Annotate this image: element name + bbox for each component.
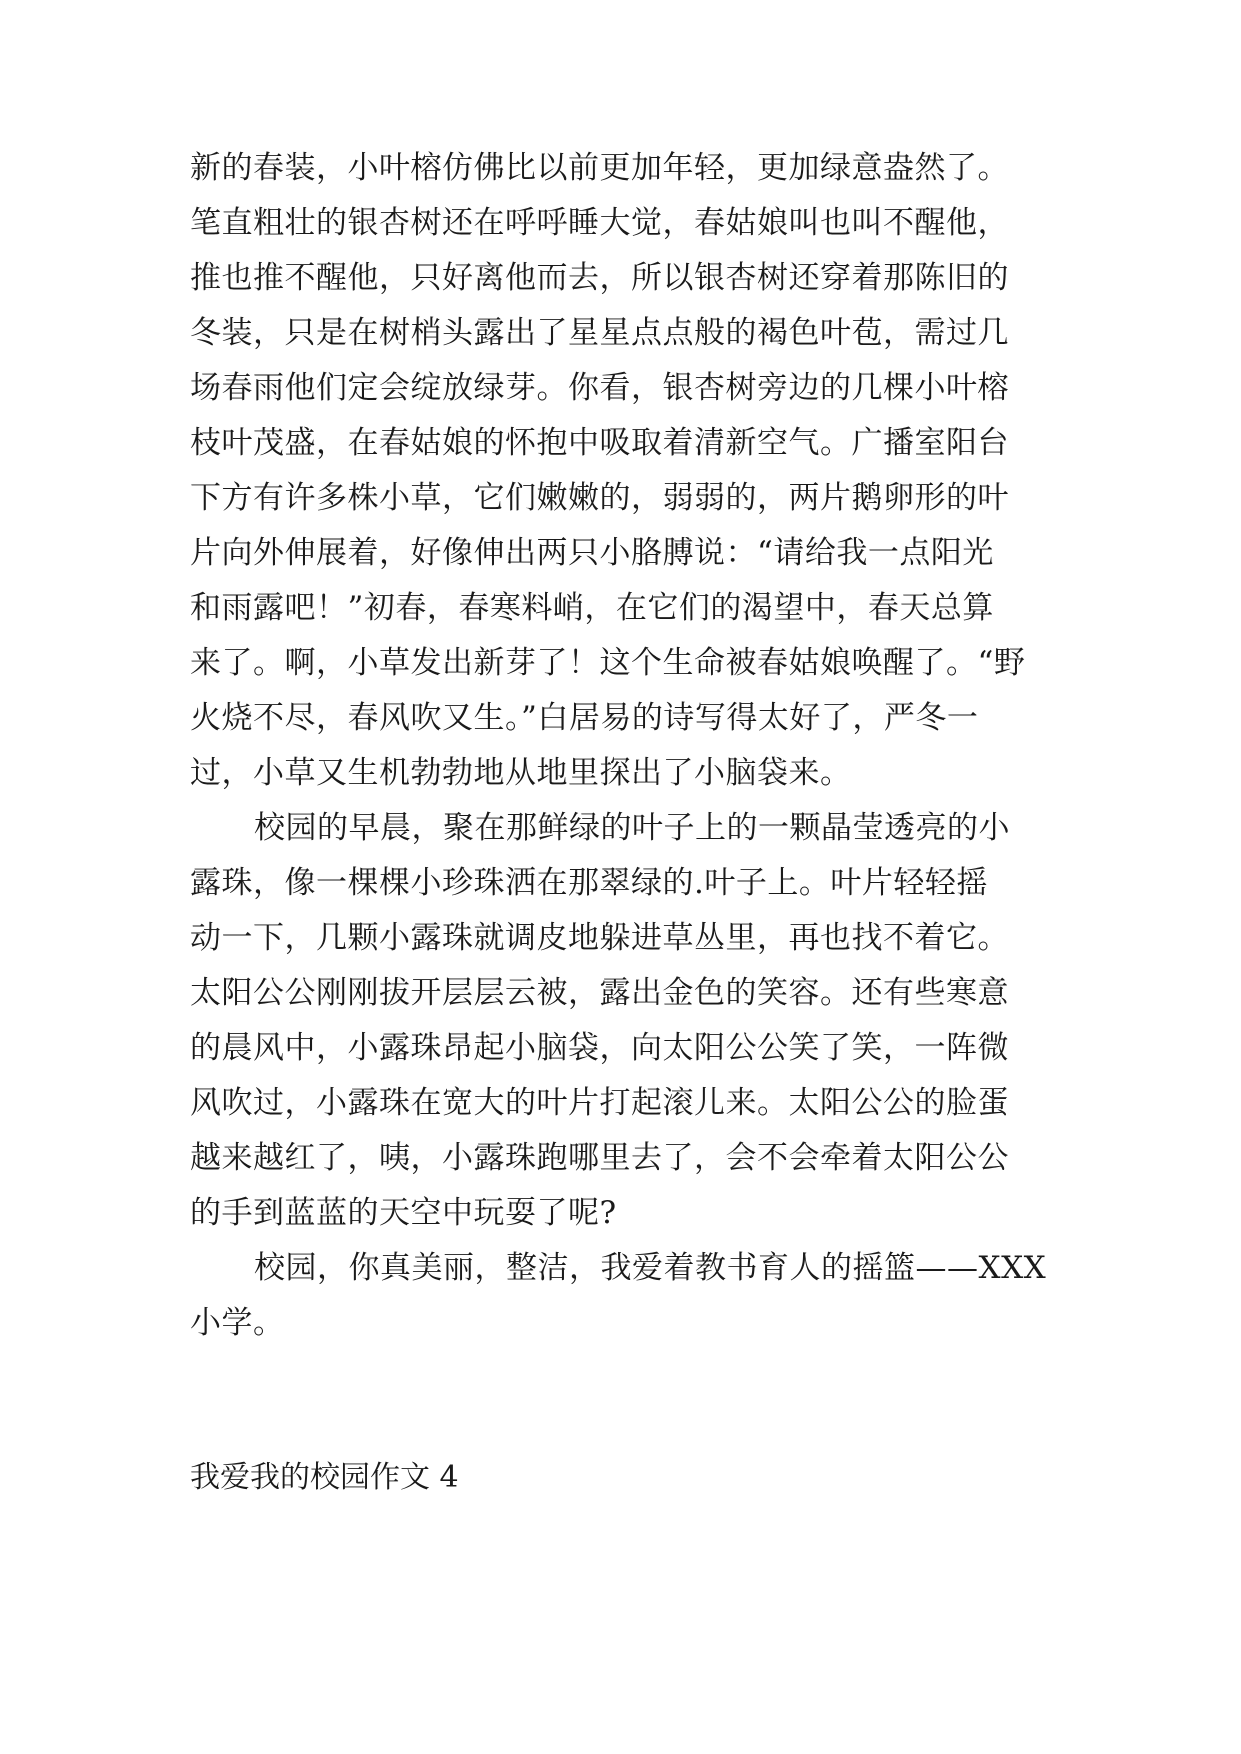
text-line: 的晨风中，小露珠昂起小脑袋，向太阳公公笑了笑，一阵微 bbox=[190, 1030, 1009, 1066]
text-line: 露珠，像一棵棵小珍珠洒在那翠绿的.叶子上。叶片轻轻摇 bbox=[190, 865, 988, 901]
text-line: 太阳公公刚刚拔开层层云被，露出金色的笑容。还有些寒意 bbox=[190, 975, 1009, 1011]
text-line: 校园的早晨，聚在那鲜绿的叶子上的一颗晶莹透亮的小 bbox=[254, 810, 1010, 846]
text-line: 场春雨他们定会绽放绿芽。你看，银杏树旁边的几棵小叶榕 bbox=[190, 370, 1009, 406]
text-line: 越来越红了，咦，小露珠跑哪里去了，会不会牵着太阳公公 bbox=[190, 1140, 1009, 1176]
text-line: 和雨露吧！”初春，春寒料峭，在它们的渴望中，春天总算 bbox=[190, 590, 994, 626]
text-line: 推也推不醒他，只好离他而去，所以银杏树还穿着那陈旧的 bbox=[190, 260, 1009, 296]
text-line: 新的春装，小叶榕仿佛比以前更加年轻，更加绿意盎然了。 bbox=[190, 150, 1009, 186]
text-line: 冬装，只是在树梢头露出了星星点点般的褐色叶苞，需过几 bbox=[190, 315, 1009, 351]
text-line: 动一下，几颗小露珠就调皮地躲进草丛里，再也找不着它。 bbox=[190, 920, 1009, 956]
text-line: 笔直粗壮的银杏树还在呼呼睡大觉，春姑娘叫也叫不醒他， bbox=[190, 205, 1009, 241]
text-line: 小学。 bbox=[190, 1305, 285, 1341]
section-heading: 我爱我的校园作文 4 bbox=[190, 1460, 459, 1495]
text-line: 过，小草又生机勃勃地从地里探出了小脑袋来。 bbox=[190, 755, 852, 791]
text-line: 片向外伸展着，好像伸出两只小胳膊说：“请给我一点阳光 bbox=[190, 535, 994, 571]
text-line: 下方有许多株小草，它们嫩嫩的，弱弱的，两片鹅卵形的叶 bbox=[190, 480, 1009, 516]
text-line: 的手到蓝蓝的天空中玩耍了呢? bbox=[190, 1195, 617, 1231]
text-line: 校园，你真美丽，整洁，我爱着教书育人的摇篮——XXX bbox=[254, 1250, 1047, 1286]
text-line: 枝叶茂盛，在春姑娘的怀抱中吸取着清新空气。广播室阳台 bbox=[190, 425, 1009, 461]
text-line: 来了。啊，小草发出新芽了！这个生命被春姑娘唤醒了。“野 bbox=[190, 645, 1026, 681]
text-line: 火烧不尽，春风吹又生。”白居易的诗写得太好了，严冬一 bbox=[190, 700, 979, 736]
text-line: 风吹过，小露珠在宽大的叶片打起滚儿来。太阳公公的脸蛋 bbox=[190, 1085, 1009, 1121]
